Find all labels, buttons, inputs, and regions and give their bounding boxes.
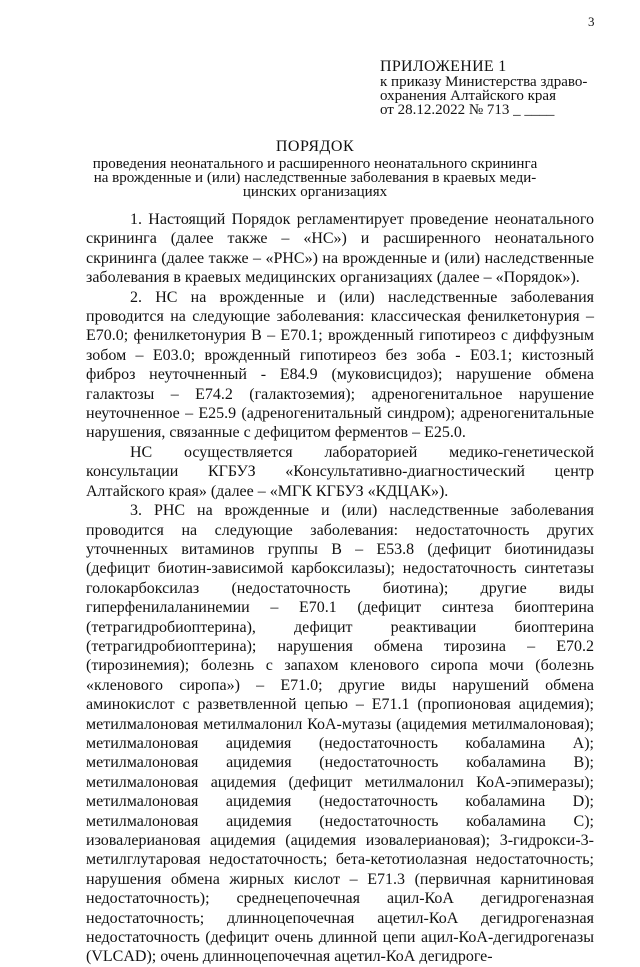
paragraph-2: 2. НС на врожденные и (или) наследственные заболевания проводится на следующие заболевания: классическая фенилкетонурия – Е70.0; фенилкетонурия В – Е70.1; врожденный гипотиреоз с диффузным зобом – Е03.0; врожденный гипотиреоз без зоба - Е03.1; кистозный фиброз неуточненный - Е84.9 (муковисцидоз); нарушение обмена галактозы – Е74.2 (галактоземия); адреногенитальное нарушение неуточненное – Е25.9 (адреногенитальный синдром); адреногенитальные нарушения, связанные с дефицитом ферментов – Е25.0. xyxy=(86,288,594,442)
paragraph-1: 1. Настоящий Порядок регламентирует проведение неонатального скрининга (далее также – «НС») и расширенного неонатального скрининга (далее также – «РНС») на врожденные и (или) наследственные заболевания в краевых медицинских организациях (далее – «Порядок»). xyxy=(86,211,594,287)
appendix-title: ПРИЛОЖЕНИЕ 1 xyxy=(380,58,507,75)
heading-line: проведения неонатального и расширенного неонатального скрининга xyxy=(92,156,538,172)
paragraph-2-note: НС осуществляется лабораторией медико-генетической консультации КГБУЗ «Консультативно-диагностический центр Алтайского края» (далее – «МГК КГБУЗ «КДЦАК»). xyxy=(86,443,594,500)
appendix-line: охранения Алтайского края xyxy=(380,88,556,104)
document-body xyxy=(86,210,594,967)
appendix-block xyxy=(380,58,630,117)
heading-line: цинских организациях xyxy=(242,184,388,200)
appendix-line: к приказу Министерства здраво- xyxy=(380,74,588,90)
page-number: 3 xyxy=(588,14,595,29)
appendix-line: от 28.12.2022 № 713 _ ____ xyxy=(380,102,555,118)
heading-line: на врожденные и (или) наследственные заболевания в краевых меди- xyxy=(93,170,537,186)
paragraph-3: 3. РНС на врожденные и (или) наследственные заболевания проводится на следующие заболевания: недостаточность других уточненных витаминов группы В – Е53.8 (дефицит биотинидазы (дефицит биотин-зависимой карбоксилазы); недостаточность синтетазы голокарбоксилаз (недостаточность биотина); другие виды гиперфенилаланинемии – Е70.1 (дефицит синтеза биоптерина (тетрагидробиоптерина), дефицит реактивации биоптерина (тетрагидробиоптерина); нарушения обмена тирозина – Е70.2 (тирозинемия); болезнь с запахом кленового сиропа мочи (болезнь «кленового сиропа») – Е71.0; другие виды нарушений обмена аминокислот с разветвленной цепью – Е71.1 (пропионовая ацидемия); метилмалоновая метилмалонил КоА-мутазы (ацидемия метилмалоновая); метилмалоновая ацидемия (недостаточность кобаламина А); метилмалоновая ацидемия (недостаточность кобаламина В); метилмалоновая ацидемия (дефицит метилмалонил КоА-эпимеразы); метилмалоновая ацидемия (недостаточность кобаламина D); метилмалоновая ацидемия (недостаточность кобаламина С); изовалериановая ацидемия (ацидемия изовалериановая); 3-гидрокси-3-метилглутаровая недостаточность; бета-кетотиолазная недостаточность; нарушения обмена жирных кислот – Е71.3 (первичная карнитиновая недостаточность); среднецепочечная ацил-КоА дегидрогеназная недостаточность; длинноцепочечная ацетил-КоА дегидрогеназная недостаточность (дефицит очень длинной цепи ацил-КоА-дегидрогеназы (VLCAD); очень длинноцепочечная ацетил-КоА дегидроге- xyxy=(86,502,594,966)
document-heading xyxy=(90,139,540,199)
document-title: ПОРЯДОК xyxy=(275,138,355,155)
